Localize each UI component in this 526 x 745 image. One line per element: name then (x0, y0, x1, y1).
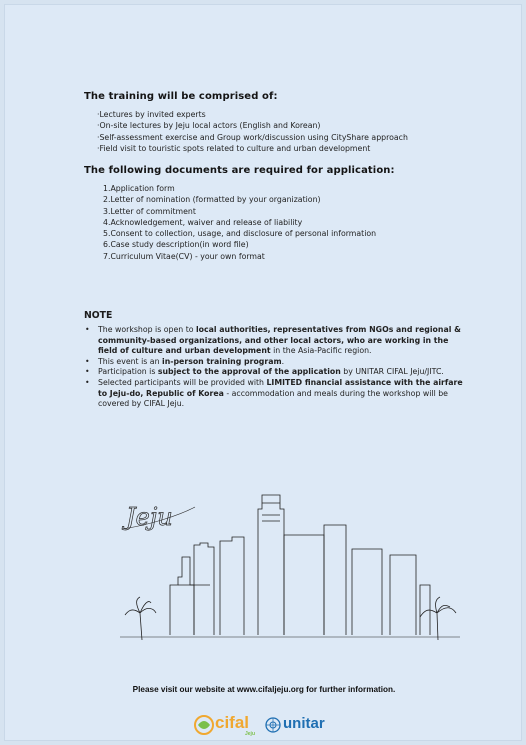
training-item: ·Self-assessment exercise and Group work/discussion using CityShare approach (97, 132, 408, 142)
document-item: 5.Consent to collection, usage, and disclosure of personal information (103, 229, 377, 239)
bullet-icon: • (85, 325, 90, 334)
document-item: 7.Curriculum Vitae(CV) - your own format (103, 251, 265, 261)
cifal-emblem-icon (193, 714, 215, 736)
bullet-icon: • (85, 367, 90, 377)
jeju-skyline-illustration (120, 485, 460, 645)
bullet-icon: • (85, 356, 90, 366)
document-item: 4.Acknowledgement, waiver and release of liability (103, 217, 303, 227)
document-item: 3.Letter of commitment (103, 206, 196, 216)
training-item: ·Lectures by invited experts (97, 110, 206, 119)
document-item: 1.Application form (103, 184, 175, 193)
cifal-logo-subtext: Jeju (245, 731, 256, 737)
document-item: 2.Letter of nomination (formatted by your organization) (103, 195, 321, 205)
note-item: • Selected participants will be provided with LIMITED financial assistance with the airfare to Jeju-do, Republic of Korea - accommodation and meals during the workshop will be covered by CIFAL Jeju. (85, 377, 463, 409)
note-item: • This event is an in-person training program. (85, 356, 285, 366)
note-item: • Participation is subject to the approval of the application by UNITAR CIFAL Jeju/JITC. (85, 367, 444, 377)
note-list (84, 325, 466, 410)
note-title: NOTE (84, 310, 113, 321)
note-item: • The workshop is open to local authorities, representatives from NGOs and regional & community-based organizations, and other local actors, who are working in the field of culture and urban development in the Asia-Pacific region. (85, 325, 461, 356)
training-item: ·Field visit to touristic spots related to culture and urban development (97, 143, 371, 153)
documents-list (103, 183, 376, 262)
training-list (97, 109, 408, 154)
documents-heading: The following documents are required for application: (84, 165, 395, 176)
bullet-icon: • (85, 377, 90, 387)
document-item: 6.Case study description(in word file) (103, 240, 249, 250)
document-page (4, 4, 522, 741)
training-item: ·On-site lectures by Jeju local actors (English and Korean) (97, 121, 321, 131)
jeju-script-label: Jeju (126, 503, 173, 531)
un-emblem-icon (265, 717, 281, 733)
training-heading: The training will be comprised of: (84, 91, 278, 102)
unitar-logo-text: unitar (283, 715, 325, 732)
partner-logos (193, 711, 343, 739)
website-note: Please visit our website at www.cifaljeju.org for further information. (132, 685, 396, 694)
cifal-logo-text: cifal (215, 713, 250, 732)
